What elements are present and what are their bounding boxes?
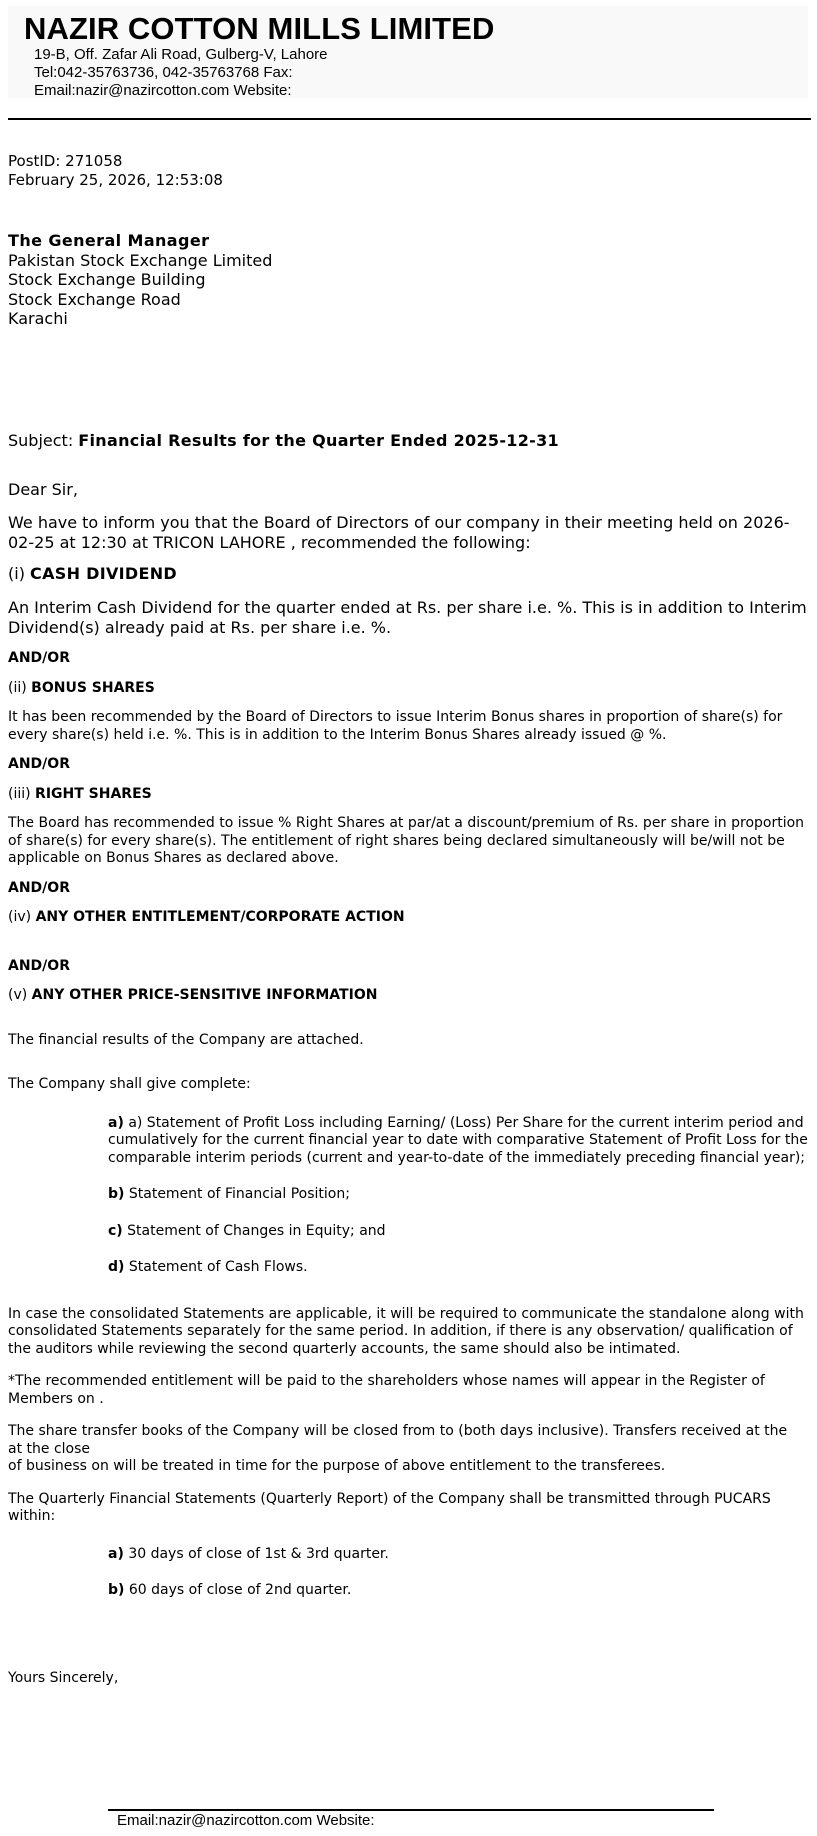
shall-give: The Company shall give complete:: [8, 1076, 251, 1092]
and-or: AND/OR: [8, 650, 70, 666]
post-id: PostID: 271058: [8, 152, 123, 170]
cash-dividend-heading: [8, 564, 808, 584]
item-marker: a): [108, 1114, 124, 1131]
statement-item: [108, 1259, 808, 1277]
and-or: AND/OR: [8, 957, 70, 974]
right-shares-heading: [8, 786, 808, 804]
and-or: AND/OR: [8, 879, 70, 896]
item-marker: c): [108, 1222, 123, 1239]
recipient-line: Pakistan Stock Exchange Limited: [8, 250, 273, 270]
pucars-paragraph: The Quarterly Financial Statements (Quarterly Report) of the Company shall be transmitted through PUCARS within:: [8, 1490, 771, 1524]
company-address: 19-B, Off. Zafar Ali Road, Gulberg-V, Lahore: [34, 46, 328, 63]
subject-label: Subject:: [8, 430, 74, 450]
section-number: (v): [8, 987, 28, 1003]
transfer-books-paragraph: [8, 1423, 808, 1476]
consolidated-paragraph: In case the consolidated Statements are applicable, it will be required to communicate the standalone along with consolidated Statements separately for the same period. In addition, if there is any observation/ qualification of the auditors while reviewing the second quarterly accounts, the same should also be intimated.: [8, 1305, 804, 1357]
bonus-shares-text: It has been recommended by the Board of Directors to issue Interim Bonus shares in proportion of share(s) for every share(s) held i.e. %. This is in addition to the Interim Bonus Shares already issued @ %.: [8, 709, 783, 743]
footer-divider: [108, 1809, 714, 1811]
right-shares-text: The Board has recommended to issue % Right Shares at par/at a discount/premium of Rs. per share in proportion of share(s) for every share(s). The entitlement of right shares being declared simultaneously will be/will not be applicable on Bonus Shares as declared above.: [8, 815, 805, 866]
item-text: Statement of Changes in Equity; and: [127, 1222, 386, 1239]
closing: Yours Sincerely,: [8, 1669, 119, 1686]
letter-body: [8, 152, 808, 1687]
footer-contact: Email:nazir@nazircotton.com Website:: [117, 1812, 375, 1829]
section-title: BONUS SHARES: [31, 679, 155, 696]
bonus-shares-heading: [8, 680, 808, 698]
company-telephone: Tel:042-35763736, 042-35763768 Fax:: [34, 64, 293, 81]
section-number: (iii): [8, 785, 31, 802]
section-number: (ii): [8, 679, 27, 696]
section-title: ANY OTHER PRICE-SENSITIVE INFORMATION: [31, 987, 378, 1003]
salutation: Dear Sir,: [8, 479, 78, 499]
header-divider: [8, 118, 811, 120]
section-number: (i): [8, 564, 25, 583]
transfer-books-line: of business on will be treated in time for the purpose of above entitlement to the transferees.: [8, 1458, 666, 1474]
item-marker: d): [108, 1259, 125, 1275]
item-marker: b): [108, 1186, 125, 1202]
item-text: 30 days of close of 1st & 3rd quarter.: [128, 1545, 389, 1562]
item-marker: a): [108, 1545, 124, 1562]
section-number: (iv): [8, 909, 32, 925]
recipient-title: The General Manager: [8, 231, 210, 250]
and-or: AND/OR: [8, 756, 70, 772]
cash-dividend-text: An Interim Cash Dividend for the quarter ended at Rs. per share i.e. %. This is in addition to Interim Dividend(s) already paid at Rs. per share i.e. %.: [8, 598, 807, 637]
statement-item: [108, 1223, 808, 1241]
deadline-item: [108, 1582, 808, 1600]
intro-paragraph: We have to inform you that the Board of Directors of our company in their meeting held on 2026-02-25 at 12:30 at TRICON LAHORE , recommended the following:: [8, 513, 790, 552]
recipient-address: [8, 231, 808, 329]
statement-item: [108, 1186, 808, 1204]
other-entitlement-heading: [8, 909, 808, 927]
recipient-line: Stock Exchange Road: [8, 289, 181, 309]
item-text: Statement of Financial Position;: [128, 1186, 350, 1202]
recipient-line: Karachi: [8, 309, 68, 328]
transfer-books-line: at the close: [8, 1440, 91, 1457]
section-title: ANY OTHER ENTITLEMENT/CORPORATE ACTION: [35, 909, 405, 925]
post-datetime: February 25, 2026, 12:53:08: [8, 171, 223, 189]
deadline-item: [108, 1546, 808, 1564]
transfer-books-line: The share transfer books of the Company will be closed from to (both days inclusive). Transfers received at the: [8, 1423, 788, 1439]
register-paragraph: *The recommended entitlement will be paid to the shareholders whose names will appear in the Register of Members on .: [8, 1373, 765, 1407]
statement-item: [108, 1115, 808, 1168]
results-attached: The financial results of the Company are attached.: [8, 1031, 364, 1048]
post-meta: [8, 152, 808, 190]
price-sensitive-heading: [8, 987, 808, 1005]
company-name: NAZIR COTTON MILLS LIMITED: [24, 11, 495, 46]
section-title: CASH DIVIDEND: [30, 564, 177, 583]
item-text: 60 days of close of 2nd quarter.: [128, 1582, 352, 1598]
company-contact: Email:nazir@nazircotton.com Website:: [34, 82, 292, 99]
item-text: a) Statement of Profit Loss including Earning/ (Loss) Per Share for the current interim period and cumulatively for the current financial year to date with comparative Statement of Profit Loss for the comparable interim periods (current and year-to-date of the immediately preceding financial year);: [108, 1114, 808, 1166]
item-text: Statement of Cash Flows.: [128, 1259, 308, 1275]
section-title: RIGHT SHARES: [35, 785, 152, 802]
recipient-line: Stock Exchange Building: [8, 270, 206, 289]
subject-line: [8, 431, 808, 451]
item-marker: b): [108, 1582, 125, 1598]
subject-text: Financial Results for the Quarter Ended 2025-12-31: [78, 430, 559, 450]
letterhead: [8, 6, 808, 98]
